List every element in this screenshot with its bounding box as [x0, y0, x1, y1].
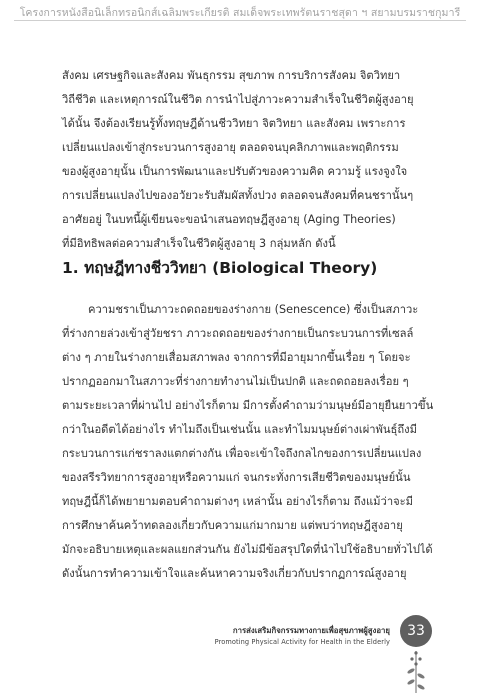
- section-line: ทฤษฎีนี้ก็ได้พยายามตอบคำถามต่างๆ เหล่านั้น อย่างไรก็ตาม ถึงแม้ว่าจะมี: [62, 495, 414, 508]
- flower-stem-icon: [404, 649, 428, 693]
- paragraph-line: เปลี่ยนแปลงเข้าสู่กระบวนการสูงอายุ ตลอดจนบุคลิกภาพและพฤติกรรม: [62, 141, 399, 154]
- running-header: โครงการหนังสือนิเล็กทรอนิกส์เฉลิมพระเกียรติ สมเด็จพระเทพรัตนราชสุดา ฯ สยามบรมราชกุมารี: [19, 7, 461, 19]
- section-line: ตามระยะเวลาที่ผ่านไป อย่างไรก็ตาม มีการตั้งคำถามว่ามนุษย์มีอายุยืนยาวขึ้น: [62, 399, 434, 412]
- section-line: การศึกษาค้นคว้าทดลองเกี่ยวกับความแก่มากมาย แต่พบว่าทฤษฎีสูงอายุ: [62, 519, 403, 532]
- paragraph-line: ได้นั้น จึงต้องเรียนรู้ทั้งทฤษฎีด้านชีววิทยา จิตวิทยา และสังคม เพราะการ: [62, 117, 406, 130]
- paragraph-line: อาศัยอยู่ ในบทนี้ผู้เขียนจะขอนำเสนอทฤษฎีสูงอายุ (Aging Theories): [62, 213, 396, 226]
- footer-book-title: การส่งเสริมกิจกรรมทางกายเพื่อสุขภาพผู้สูงอายุ: [232, 626, 390, 635]
- section-line: ความชราเป็นภาวะถดถอยของร่างกาย (Senescence) ซึ่งเป็นสภาวะ: [88, 303, 419, 316]
- paragraph-line: ที่มีอิทธิพลต่อความสำเร็จในชีวิตผู้สูงอายุ 3 กลุ่มหลัก ดังนี้: [62, 237, 336, 250]
- section-heading: 1. ทฤษฎีทางชีววิทยา (Biological Theory): [62, 259, 378, 277]
- section-line: มักจะอธิบายเหตุและผลแยกส่วนกัน ยังไม่มีข้อสรุปใดที่นำไปใช้อธิบายทั่วไปได้: [62, 543, 433, 556]
- page-number: 33: [400, 615, 432, 647]
- section-line: ปรากฏออกมาในสภาวะที่ร่างกายทำงานไม่เป็นปกติ และถดถอยลงเรื่อย ๆ: [62, 375, 409, 388]
- paragraph-line: ของผู้สูงอายุนั้น เป็นการพัฒนาและปรับตัวของความคิด ความรู้ แรงจูงใจ: [62, 165, 408, 178]
- paragraph-line: การเปลี่ยนแปลงไปของอวัยวะรับสัมผัสทั้งปวง ตลอดจนสังคมที่คนชรานั้นๆ: [62, 189, 414, 202]
- paragraph-line: สังคม เศรษฐกิจและสังคม พันธุกรรม สุขภาพ การบริการสังคม จิตวิทยา: [62, 69, 401, 82]
- section-line: ดังนั้นการทำความเข้าใจและค้นหาความจริงเกี่ยวกับปรากฏการณ์สูงอายุ: [62, 567, 407, 580]
- footer-book-subtitle: Promoting Physical Activity for Health in the Elderly: [214, 638, 390, 646]
- paragraph-line: วิถีชีวิต และเหตุการณ์ในชีวิต การนำไปสู่ภาวะความสำเร็จในชีวิตผู้สูงอายุ: [62, 93, 414, 106]
- section-line: กระบวนการแก่ชราลงแตกต่างกัน เพื่อจะเข้าใจถึงกลไกของการเปลี่ยนแปลง: [62, 447, 422, 460]
- header-divider: [14, 20, 466, 21]
- section-line: ต่าง ๆ ภายในร่างกายเสื่อมสภาพลง จากการที่มีอายุมากขึ้นเรื่อย ๆ โดยจะ: [62, 351, 411, 364]
- section-line: ที่ร่างกายล่วงเข้าสู่วัยชรา ภาวะถดถอยของร่างกายเป็นกระบวนการที่เซลล์: [62, 327, 414, 340]
- section-line: กว่าในอดีตได้อย่างไร ทำไมถึงเป็นเช่นนั้น และทำไมมนุษย์ต่างเผ่าพันธุ์ถึงมี: [62, 423, 418, 436]
- section-line: ของสรีรวิทยาการสูงอายุหรือความแก่ จนกระทั่งการเสียชีวิตของมนุษย์นั้น: [62, 471, 411, 484]
